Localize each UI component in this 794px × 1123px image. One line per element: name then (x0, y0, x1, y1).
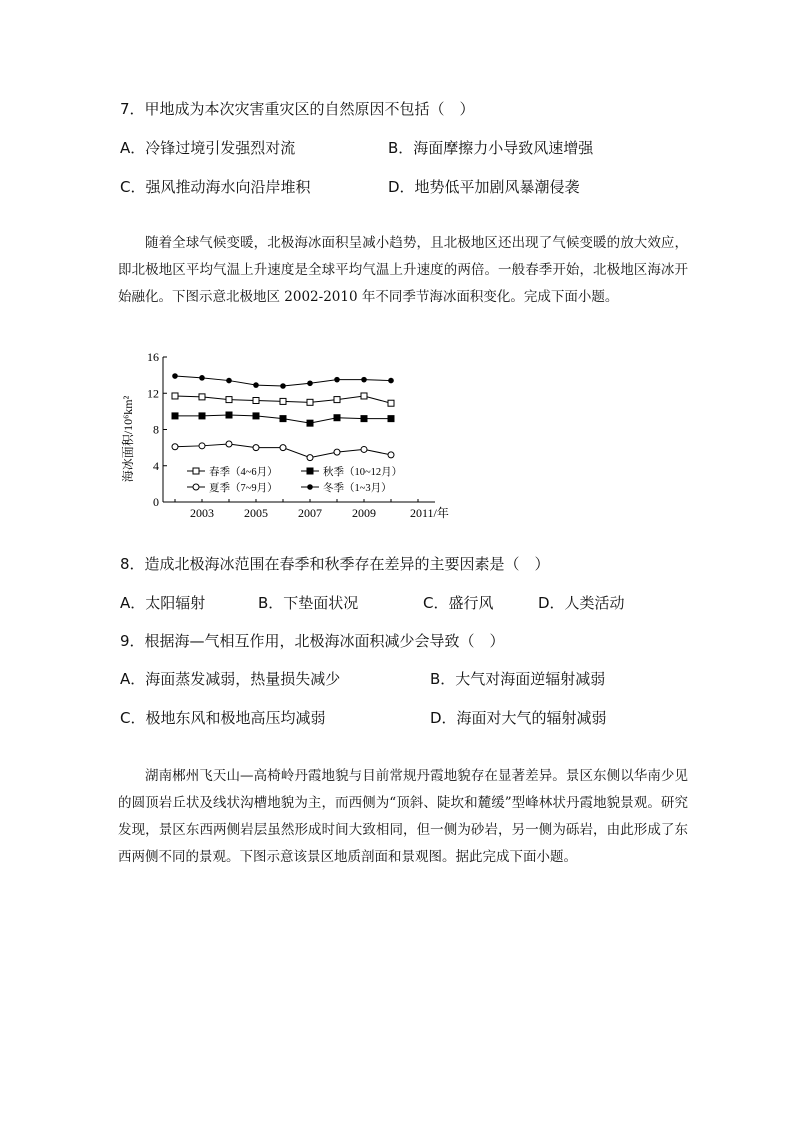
data-point (199, 412, 206, 419)
x-tick-label: 2003 (190, 506, 214, 520)
data-point (226, 441, 232, 447)
data-point (334, 449, 340, 455)
data-point (388, 378, 394, 384)
legend-label: 夏季（7~9月） (209, 483, 278, 494)
data-point (172, 393, 178, 399)
q7-option-b: B．海面摩擦力小导致风速增强 (388, 139, 594, 157)
data-point (253, 445, 259, 451)
data-point (388, 452, 394, 458)
data-point (361, 393, 367, 399)
q8-option-d: D．人类活动 (538, 594, 625, 612)
data-point (307, 468, 314, 475)
q8-option-c: C．盛行风 (423, 594, 494, 612)
y-tick-label: 4 (153, 458, 159, 473)
data-point (199, 375, 205, 381)
q8-stem: 8．造成北极海冰范围在春季和秋季存在差异的主要因素是（ ） (120, 555, 550, 573)
series-open-square (172, 393, 394, 406)
data-point (199, 443, 205, 449)
data-point (307, 455, 313, 461)
data-point (193, 468, 199, 474)
data-point (307, 380, 313, 386)
legend-item (187, 465, 278, 478)
q9-option-d: D．海面对大气的辐射减弱 (430, 709, 607, 727)
y-axis-label: 海冰面积/10⁶km² (121, 395, 135, 483)
passage-arctic-sea-ice (118, 230, 688, 311)
data-point (199, 394, 205, 400)
x-tick-label: 2007 (298, 506, 322, 520)
y-tick-label: 0 (153, 495, 159, 509)
data-point (172, 373, 178, 379)
q7-option-d: D．地势低平加剧风暴潮侵袭 (388, 178, 580, 196)
series-filled-square (172, 412, 395, 427)
data-point (334, 377, 340, 383)
q8-option-b: B．下垫面状况 (258, 594, 359, 612)
chart-series-group (172, 373, 395, 460)
q9-option-c: C．极地东风和极地高压均减弱 (120, 709, 326, 727)
data-point (226, 378, 232, 384)
passage-danxia-text: 湖南郴州飞天山—高椅岭丹霞地貌与目前常规丹霞地貌存在显著差异。景区东侧以华南少见的圆顶岩丘状及线状沟槽地貌为主，而西侧为“顶斜、陡坎和麓缓”型峰林状丹霞地貌景观。研究发现，景区东西两侧岩层虽然形成时间大致相同，但一侧为砂岩，另一侧为砾岩，由此形成了东西两侧不同的景观。下图示意该景区地质剖面和景观图。据此完成下面小题。 (118, 768, 688, 865)
q7-stem: 7．甲地成为本次灾害重灾区的自然原因不包括（ ） (120, 100, 475, 118)
data-point (388, 415, 395, 422)
chart-axes (147, 350, 449, 520)
series-open-circle (172, 441, 394, 461)
data-point (280, 383, 286, 389)
data-point (253, 412, 260, 419)
data-point (334, 397, 340, 403)
series-filled-circle (172, 373, 394, 389)
q9-option-b: B．大气对海面逆辐射减弱 (430, 670, 606, 688)
data-point (253, 398, 259, 404)
passage-arctic-text: 随着全球气候变暖，北极海冰面积呈减小趋势，且北极地区还出现了气候变暖的放大效应，即北极地区平均气温上升速度是全球平均气温上升速度的两倍。一般春季开始，北极地区海冰开始融化。下图示意北极地区 2002-2010 年不同季节海冰面积变化。完成下面小题。 (118, 235, 688, 305)
data-point (334, 414, 341, 421)
data-point (307, 484, 313, 490)
y-tick-label: 16 (147, 350, 159, 364)
x-tick-label: 2009 (352, 506, 376, 520)
q7-option-c: C．强风推动海水向沿岸堆积 (120, 178, 311, 196)
data-point (226, 412, 233, 419)
sea-ice-area-chart (115, 345, 455, 525)
legend-label: 冬季（1~3月） (323, 483, 392, 494)
data-point (307, 420, 314, 427)
data-point (172, 412, 179, 419)
data-point (280, 398, 286, 404)
legend-item (301, 481, 392, 494)
legend-item (187, 481, 278, 494)
x-tick-label: 2005 (244, 506, 268, 520)
data-point (361, 415, 368, 422)
data-point (361, 446, 367, 452)
legend-item (301, 465, 402, 478)
y-tick-label: 12 (147, 386, 159, 401)
q9-option-a: A．海面蒸发减弱，热量损失减少 (120, 670, 341, 688)
data-point (193, 484, 199, 490)
legend-label: 秋季（10~12月） (323, 467, 403, 478)
data-point (307, 399, 313, 405)
q9-stem: 9．根据海—气相互作用，北极海冰面积减少会导致（ ） (120, 632, 505, 650)
data-point (172, 444, 178, 450)
q8-option-a: A．太阳辐射 (120, 594, 206, 612)
x-tick-label: 2011/年 (410, 506, 449, 520)
q7-option-a: A．冷锋过境引发强烈对流 (120, 139, 296, 157)
data-point (388, 400, 394, 406)
data-point (280, 445, 286, 451)
passage-danxia-landform (118, 763, 688, 871)
data-point (361, 377, 367, 383)
y-tick-label: 8 (153, 422, 159, 437)
chart-legend (187, 465, 402, 494)
legend-label: 春季（4~6月） (209, 467, 278, 478)
data-point (280, 415, 287, 422)
data-point (253, 382, 259, 388)
data-point (226, 397, 232, 403)
